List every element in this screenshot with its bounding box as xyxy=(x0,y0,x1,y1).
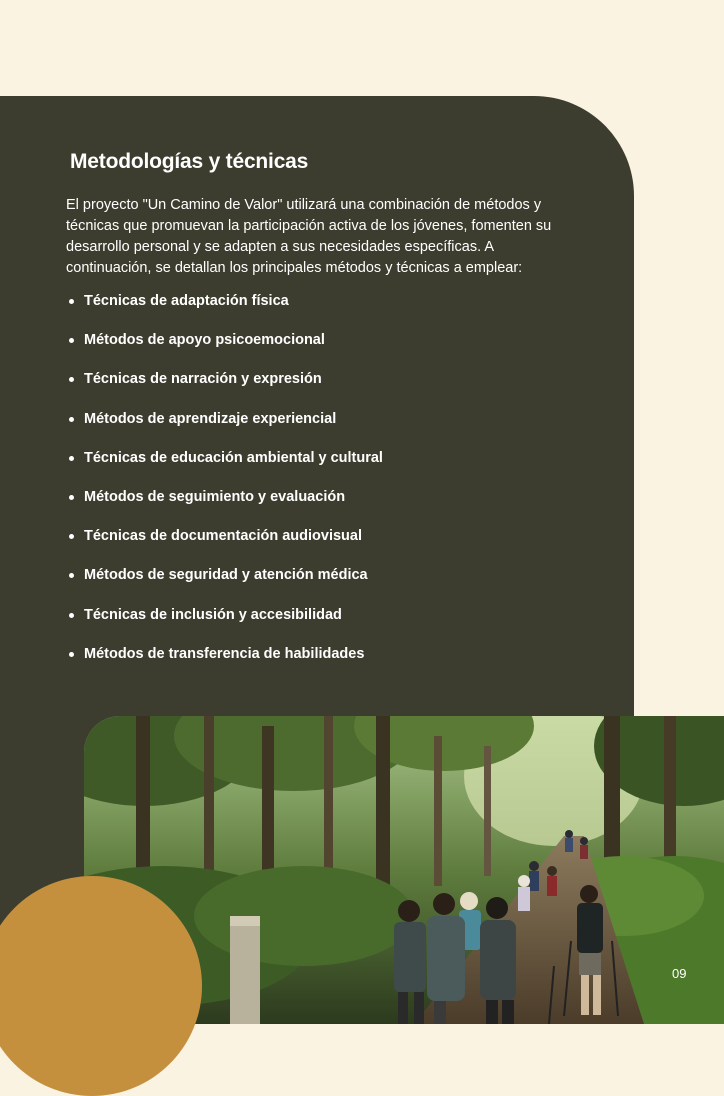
method-item: Métodos de apoyo psicoemocional xyxy=(66,329,383,368)
intro-paragraph: El proyecto "Un Camino de Valor" utilizará una combinación de métodos y técnicas que promuevan la participación activa de los jóvenes, fomenten su desarrollo personal y se adapten a sus necesidades específicas. A continuación, se detallan los principales métodos y técnicas a emplear: xyxy=(66,197,552,276)
page-title: Metodologías y técnicas xyxy=(70,150,309,173)
method-item: Métodos de transferencia de habilidades xyxy=(66,643,383,682)
method-item: Métodos de aprendizaje experiencial xyxy=(66,408,383,447)
method-item: Técnicas de adaptación física xyxy=(66,290,383,329)
method-item: Técnicas de educación ambiental y cultural xyxy=(66,447,383,486)
page-number: 09 xyxy=(672,966,687,981)
method-item: Técnicas de documentación audiovisual xyxy=(66,525,383,564)
method-item: Métodos de seguridad y atención médica xyxy=(66,564,383,603)
method-item: Métodos de seguimiento y evaluación xyxy=(66,486,383,525)
method-item: Técnicas de narración y expresión xyxy=(66,368,383,407)
method-item: Técnicas de inclusión y accesibilidad xyxy=(66,604,383,643)
methods-list xyxy=(66,290,383,682)
